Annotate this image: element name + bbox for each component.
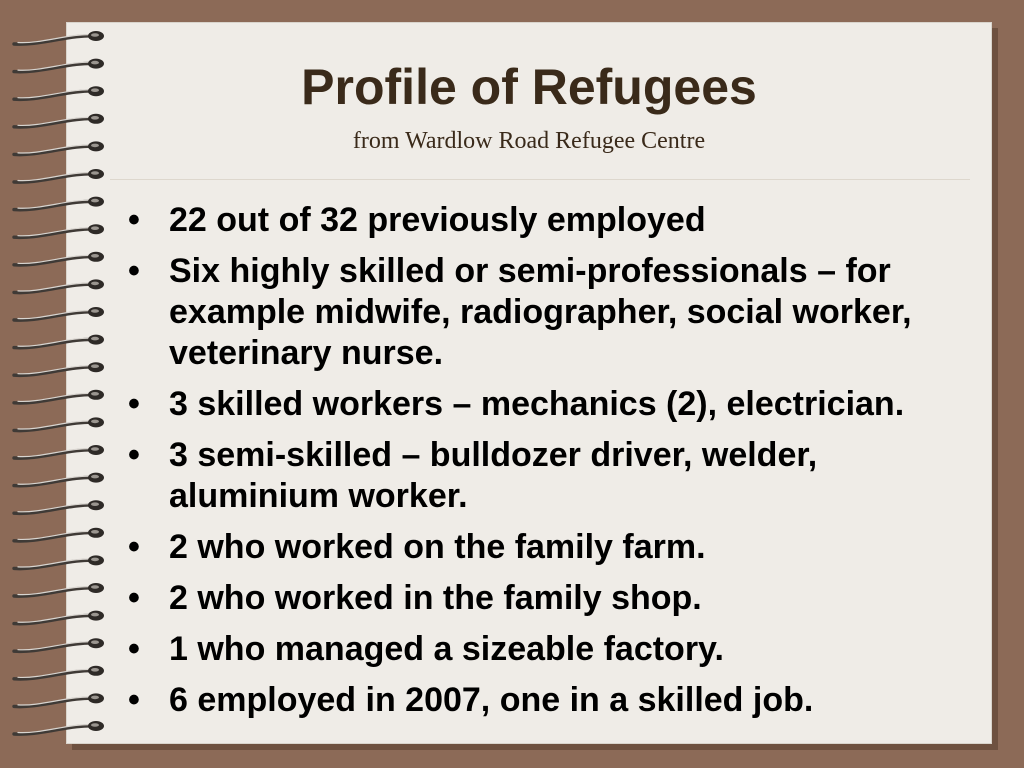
spiral-coil (14, 169, 104, 182)
spiral-coil (14, 693, 104, 706)
bullet-icon: • (128, 579, 140, 617)
bullet-icon: • (128, 528, 140, 566)
bullet-item (128, 384, 958, 425)
bullet-list (128, 200, 958, 731)
spiral-coil (14, 335, 104, 348)
bullet-icon: • (128, 436, 140, 474)
bullet-text: 1 who managed a sizeable factory. (169, 630, 724, 668)
bullet-item (128, 527, 958, 568)
spiral-coil (14, 390, 104, 403)
bullet-text: 2 who worked in the family shop. (169, 579, 702, 617)
spiral-coil (14, 307, 104, 320)
bullet-icon: • (128, 252, 140, 290)
spiral-coil (14, 31, 104, 44)
spiral-coil (14, 445, 104, 458)
bullet-icon: • (128, 201, 140, 239)
bullet-item (128, 251, 958, 374)
spiral-coil (14, 721, 104, 734)
spiral-coil (14, 252, 104, 265)
bullet-icon: • (128, 630, 140, 668)
bullet-item (128, 629, 958, 670)
spiral-coil (14, 224, 104, 237)
spiral-coil (14, 500, 104, 513)
spiral-coil (14, 638, 104, 651)
bullet-item (128, 680, 958, 721)
bullet-text: 2 who worked on the family farm. (169, 528, 706, 566)
bullet-text: Six highly skilled or semi-professionals – for example midwife, radiographer, social worker, veterinary nurse. (169, 252, 912, 372)
bullet-text: 6 employed in 2007, one in a skilled job. (169, 681, 814, 719)
spiral-coil (14, 666, 104, 679)
bullet-text: 3 skilled workers – mechanics (2), electrician. (169, 385, 905, 423)
spiral-coil (14, 362, 104, 375)
bullet-item (128, 435, 958, 517)
title-divider (110, 179, 970, 180)
spiral-coil (14, 583, 104, 596)
slide-subtitle: from Wardlow Road Refugee Centre (352, 128, 706, 154)
bullet-text: 3 semi-skilled – bulldozer driver, welder, aluminium worker. (169, 436, 818, 515)
slide-title: Profile of Refugees (301, 59, 757, 115)
bullet-text: 22 out of 32 previously employed (169, 201, 706, 239)
bullet-item (128, 578, 958, 619)
spiral-coil (14, 417, 104, 430)
spiral-coil (14, 611, 104, 624)
spiral-coil (14, 528, 104, 541)
spiral-coil (14, 197, 104, 210)
bullet-icon: • (128, 681, 140, 719)
spiral-coil (14, 555, 104, 568)
bullet-item (128, 200, 958, 241)
spiral-coil (14, 279, 104, 292)
spiral-coil (14, 473, 104, 486)
bullet-icon: • (128, 385, 140, 423)
